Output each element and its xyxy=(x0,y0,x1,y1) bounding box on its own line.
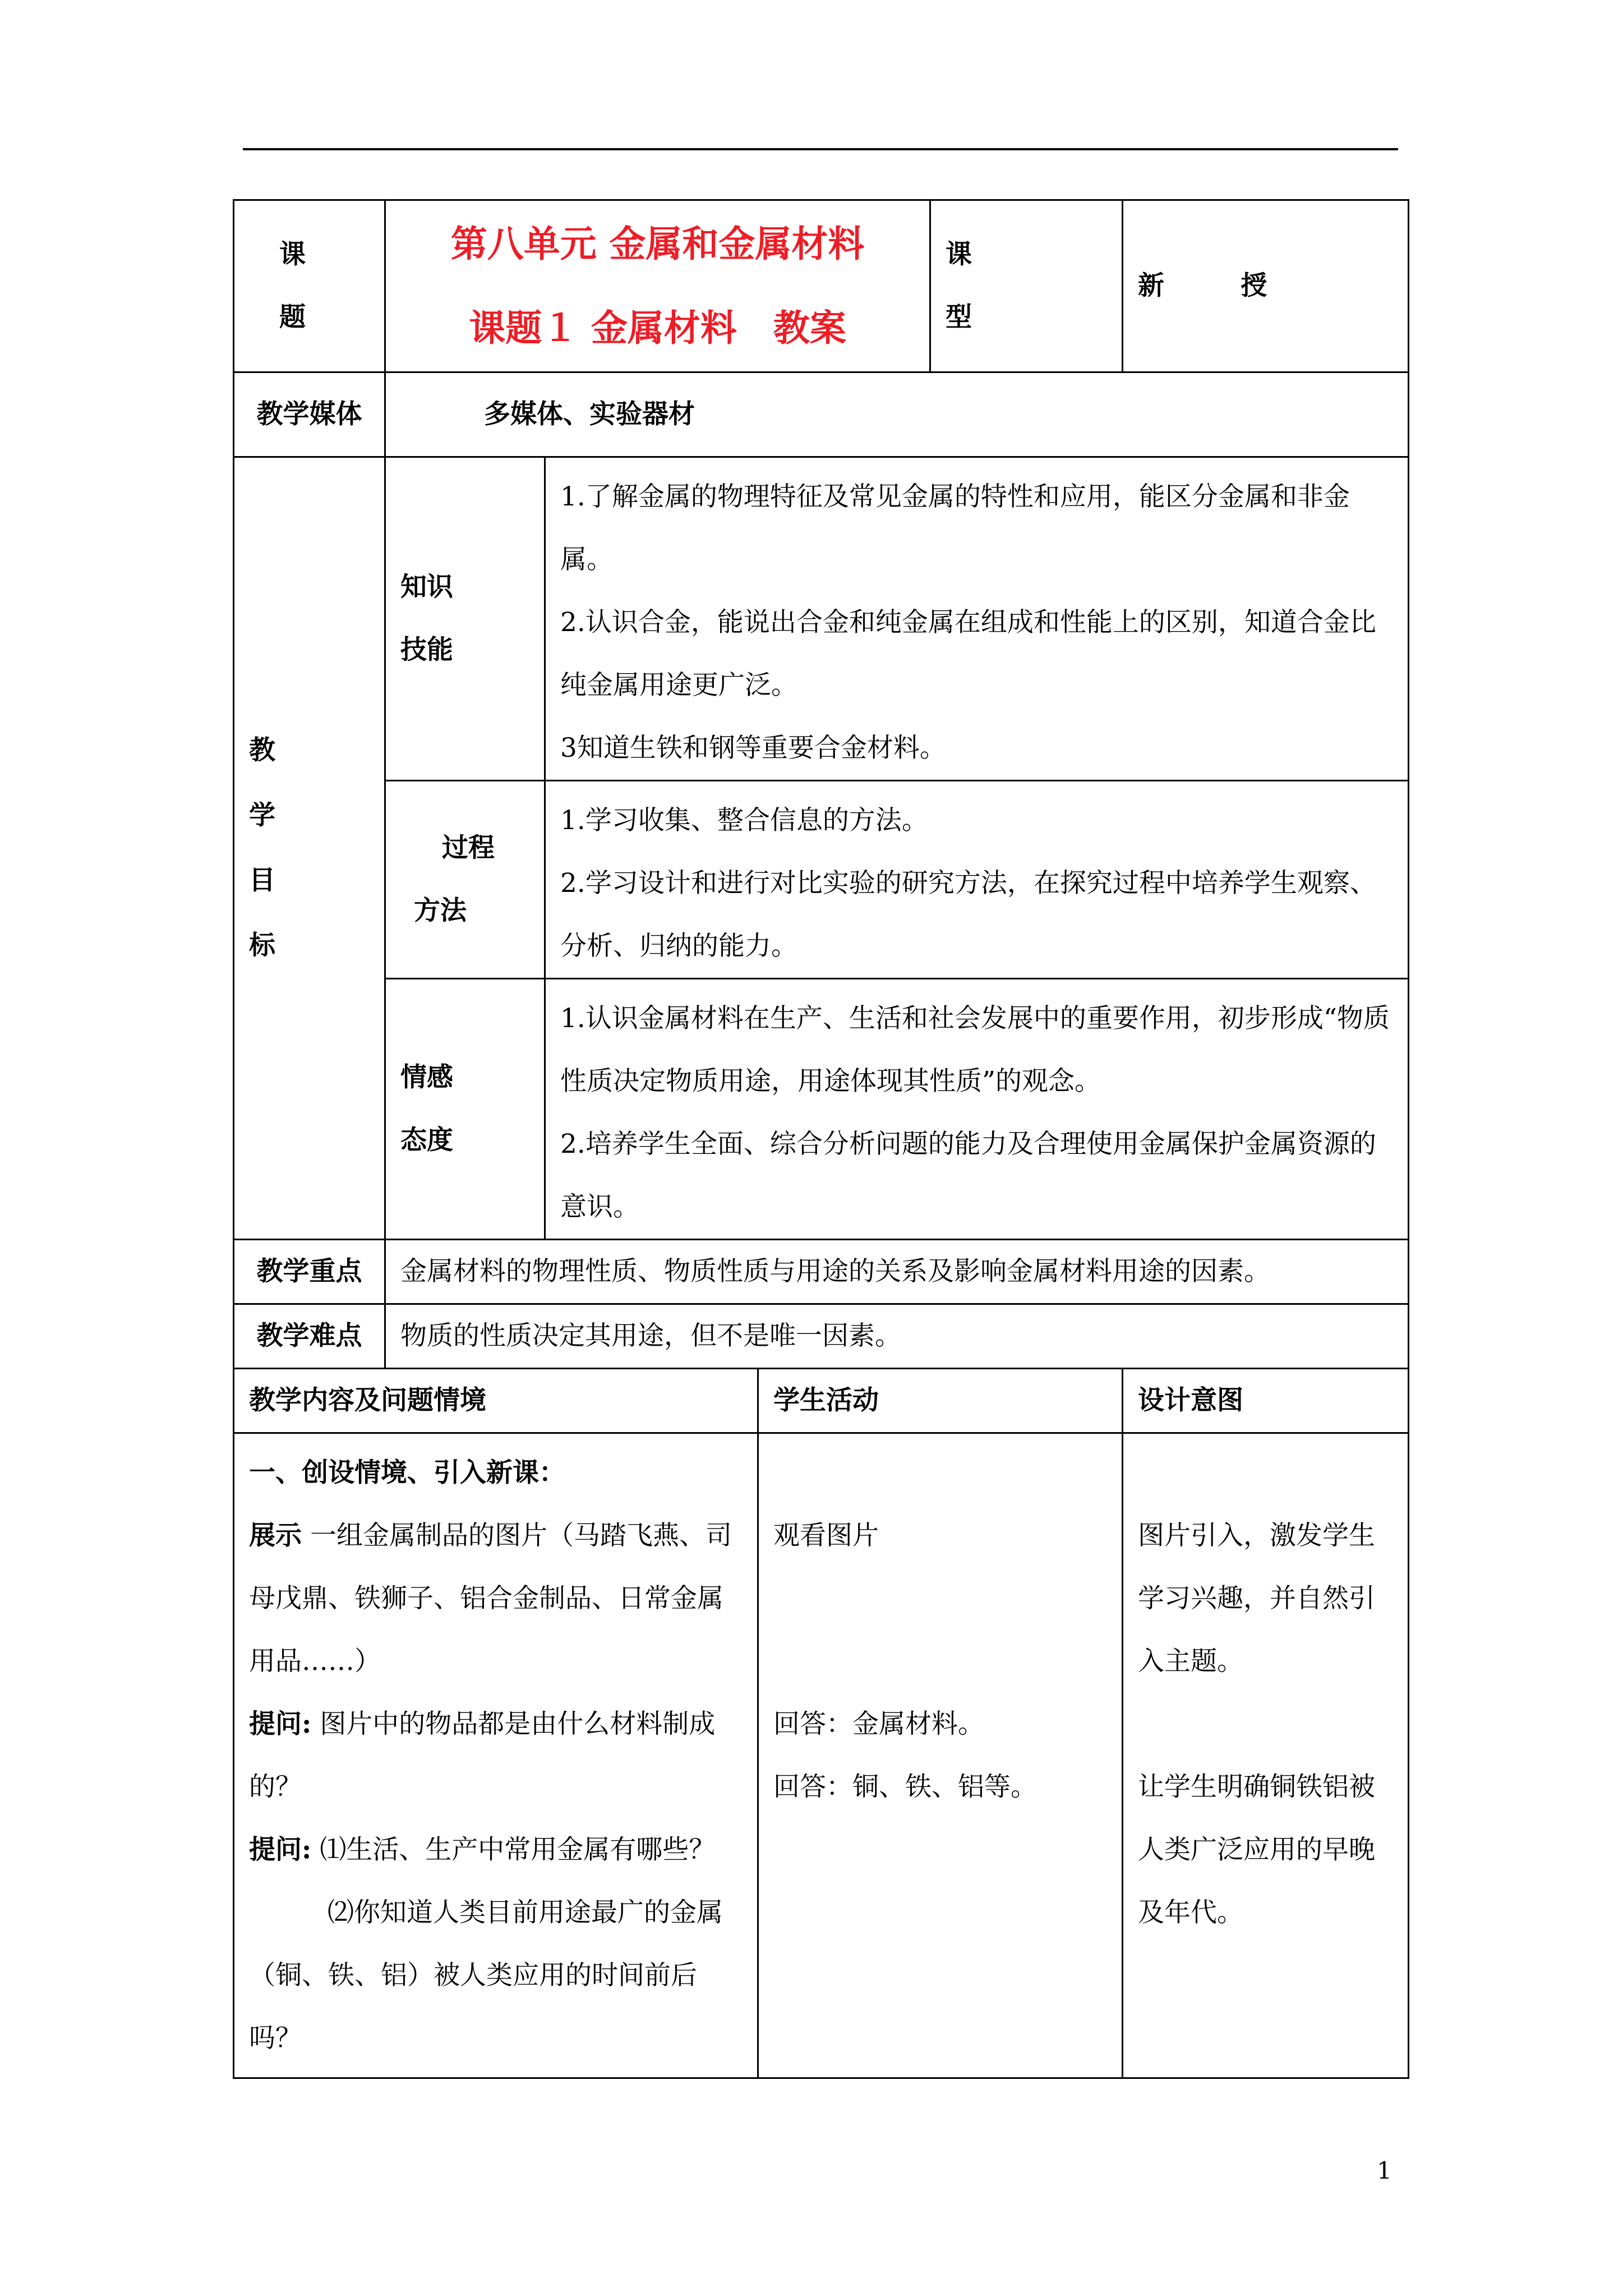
key-point-value: 金属材料的物理性质、物质性质与用途的关系及影响金属材料用途的因素。 xyxy=(385,1240,1409,1304)
knowledge-label-line-2: 技能 xyxy=(400,634,453,665)
objective-knowledge-row xyxy=(234,457,1409,781)
objectives-char-2: 学 xyxy=(249,800,275,831)
process-label-line-1: 过程 xyxy=(442,832,495,863)
knowledge-items xyxy=(545,457,1409,781)
section1-ask2-label: 提问: xyxy=(249,1834,312,1865)
emotion-label-line-2: 态度 xyxy=(400,1125,453,1156)
section1-intent xyxy=(1123,1433,1409,2078)
process-label-line-2: 方法 xyxy=(414,895,467,926)
title-line-1: 第八单元 金属和金属材料 xyxy=(450,223,865,265)
section1-show-text: 一组金属制品的图片（马踏飞燕、司母戊鼎、铁狮子、铝合金制品、日常金属用品……） xyxy=(249,1520,732,1677)
emotion-items xyxy=(545,979,1409,1240)
emotion-item-1: 1.认识金属材料在生产、生活和社会发展中的重要作用，初步形成“物质性质决定物质用途，用途体现其性质”的观念。 xyxy=(560,1003,1390,1097)
column-header-row xyxy=(234,1369,1409,1433)
objectives-char-4: 标 xyxy=(249,930,275,961)
section1-activity xyxy=(758,1433,1123,2078)
section1-ask2 xyxy=(249,1819,743,1881)
course-label: 课 题 xyxy=(234,200,385,372)
section1-ask1-text: 图片中的物品都是由什么材料制成的？ xyxy=(249,1709,716,1802)
knowledge-item-1: 1.了解金属的物理特征及常见金属的特性和应用，能区分金属和非金属。 xyxy=(560,481,1350,575)
section1-row xyxy=(234,1433,1409,2078)
process-item-2: 2.学习设计和进行对比实验的研究方法，在探究过程中培养学生观察、分析、归纳的能力。 xyxy=(560,868,1376,961)
column-content-header: 教学内容及问题情境 xyxy=(234,1369,758,1433)
section1-activity-2: 回答：金属材料。 xyxy=(773,1709,984,1740)
objectives-char-1: 教 xyxy=(249,735,275,766)
section1-heading: 一、创设情境、引入新课： xyxy=(249,1457,565,1488)
section1-ask2-text: ⑴生活、生产中常用金属有哪些？ xyxy=(320,1834,716,1865)
media-row xyxy=(234,372,1409,457)
emotion-item-2: 2.培养学生全面、综合分析问题的能力及合理使用金属保护金属资源的意识。 xyxy=(560,1129,1376,1222)
type-value: 新 授 xyxy=(1123,200,1409,372)
objective-process-row xyxy=(234,781,1409,979)
title-row xyxy=(234,200,1409,372)
knowledge-label xyxy=(385,457,545,781)
lesson-plan-table xyxy=(233,199,1409,2079)
type-label: 课 型 xyxy=(930,200,1123,372)
section1-show-label: 展示 xyxy=(249,1520,302,1551)
key-point-row xyxy=(234,1240,1409,1304)
section1-intent-2: 让学生明确铜铁铝被人类广泛应用的早晚及年代。 xyxy=(1138,1772,1376,1928)
knowledge-item-2: 2.认识合金，能说出合金和纯金属在组成和性能上的区别，知道合金比纯金属用途更广泛。 xyxy=(560,607,1376,701)
column-activity-header: 学生活动 xyxy=(758,1369,1123,1433)
section1-ask1 xyxy=(249,1693,743,1819)
objective-emotion-row xyxy=(234,979,1409,1240)
emotion-label-line-1: 情感 xyxy=(400,1062,453,1093)
difficulty-label: 教学难点 xyxy=(234,1304,385,1369)
column-intent-header: 设计意图 xyxy=(1123,1369,1409,1433)
page-number: 1 xyxy=(1377,2157,1392,2184)
difficulty-value: 物质的性质决定其用途，但不是唯一因素。 xyxy=(385,1304,1409,1369)
process-items xyxy=(545,781,1409,979)
knowledge-label-line-1: 知识 xyxy=(400,572,453,602)
header-rule xyxy=(243,148,1398,150)
title-cell xyxy=(385,200,930,372)
media-label: 教学媒体 xyxy=(234,372,385,457)
key-point-label: 教学重点 xyxy=(234,1240,385,1304)
section1-content xyxy=(234,1433,758,2078)
title-line-2: 课题１ 金属材料 教案 xyxy=(469,307,846,349)
emotion-label xyxy=(385,979,545,1240)
section1-activity-1: 观看图片 xyxy=(773,1520,879,1551)
media-value: 多媒体、实验器材 xyxy=(385,372,1409,457)
section1-ask1-label: 提问: xyxy=(249,1709,312,1740)
process-item-1: 1.学习收集、整合信息的方法。 xyxy=(560,805,928,836)
section1-ask2-text-b: ⑵你知道人类目前用途最广的金属（铜、铁、铝）被人类应用的时间前后吗？ xyxy=(249,1897,723,2054)
section1-show xyxy=(249,1504,743,1693)
process-label xyxy=(385,781,545,979)
difficulty-row xyxy=(234,1304,1409,1369)
section1-activity-3: 回答：铜、铁、铝等。 xyxy=(773,1772,1037,1802)
knowledge-item-3: 3知道生铁和钢等重要合金材料。 xyxy=(560,733,946,763)
objectives-label xyxy=(234,457,385,1240)
objectives-char-3: 目 xyxy=(249,865,275,896)
section1-intent-1: 图片引入，激发学生学习兴趣，并自然引入主题。 xyxy=(1138,1520,1376,1677)
